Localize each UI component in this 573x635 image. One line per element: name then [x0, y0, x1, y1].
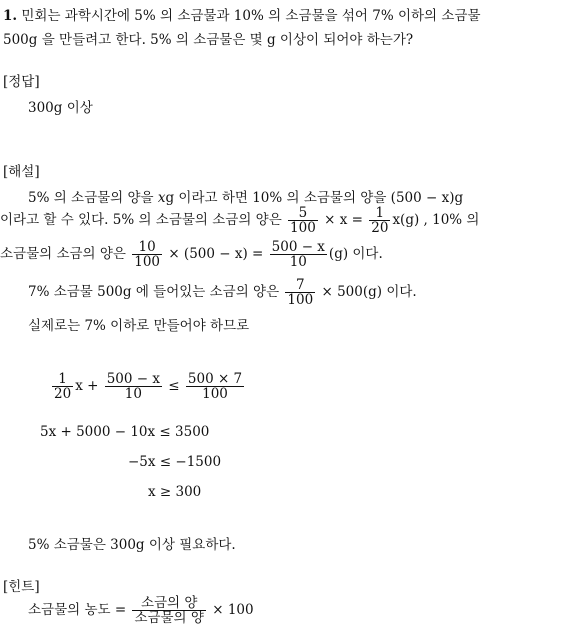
- text: × x =: [324, 212, 363, 229]
- denominator: 10: [289, 254, 307, 271]
- text: g 이라고 하면 10% 의 소금물의 양을 (500 − x)g: [165, 190, 464, 206]
- answer-text: 300g 이상: [28, 100, 93, 116]
- numerator: 5: [288, 206, 318, 221]
- denominator: 10: [124, 386, 142, 403]
- numerator: 500 × 7: [187, 371, 243, 387]
- calc-row-1: [50, 372, 246, 401]
- answer-heading: [정답]: [3, 74, 40, 90]
- denominator: 20: [371, 220, 389, 237]
- explanation-line-4: [28, 278, 417, 307]
- fraction: [132, 240, 162, 269]
- text: 7% 소금물 500g 에 들어있는 소금의 양은: [28, 284, 280, 301]
- explanation-line-3: [0, 240, 383, 269]
- denominator: 100: [202, 386, 228, 403]
- text: × (500 − x) =: [168, 246, 264, 263]
- calc-row-4: x ≥ 300: [148, 484, 202, 500]
- hint-heading: [힌트]: [3, 579, 40, 595]
- explanation-line-2: [0, 206, 479, 235]
- numerator: 10: [132, 240, 162, 255]
- explanation-line-5: 실제로는 7% 이하로 만들어야 하므로: [28, 318, 250, 334]
- problem-line-2: 500g 을 만들려고 한다. 5% 의 소금물은 몇 g 이상이 되어야 하는가?: [3, 32, 414, 48]
- explanation-heading: [해설]: [3, 164, 40, 180]
- text: (g) 이다.: [328, 246, 383, 263]
- fraction: [105, 372, 162, 401]
- calc-row-2: 5x + 5000 − 10x ≤ 3500: [40, 424, 210, 440]
- explanation-line-1: [28, 186, 463, 206]
- numerator: 1: [52, 372, 73, 387]
- problem-line-1: [3, 4, 481, 24]
- numerator: 1: [369, 206, 390, 221]
- text: x +: [75, 378, 99, 395]
- denominator: 100: [134, 254, 161, 271]
- fraction: [132, 596, 206, 625]
- calc-row-3: −5x ≤ −1500: [128, 454, 222, 470]
- text: 소금물의 소금의 양은: [0, 246, 126, 263]
- numerator: 500 − x: [271, 239, 325, 255]
- text: 5% 의 소금물의 양을: [28, 190, 154, 206]
- numerator: 소금의 양: [132, 596, 206, 611]
- fraction: [369, 206, 390, 235]
- denominator: 100: [287, 292, 314, 309]
- fraction: [270, 240, 327, 269]
- numerator: 7: [285, 278, 315, 293]
- text: × 100: [212, 602, 254, 619]
- problem-text-1: 민회는 과학시간에 5% 의 소금물과 10% 의 소금물을 섞어 7% 이하의 소금물: [21, 8, 481, 24]
- problem-number: 1.: [3, 8, 18, 24]
- text: 이라고 할 수 있다. 5% 의 소금물의 소금의 양은: [0, 212, 282, 229]
- text: x(g) , 10% 의: [392, 212, 480, 229]
- text: 소금물의 농도 =: [28, 602, 127, 619]
- conclusion-text: 5% 소금물은 300g 이상 필요하다.: [28, 537, 236, 553]
- fraction: [285, 278, 315, 307]
- fraction: [186, 372, 244, 401]
- text: × 500(g) 이다.: [321, 284, 417, 301]
- denominator: 20: [54, 386, 72, 403]
- numerator: 500 − x: [106, 371, 160, 387]
- operator: ≤: [168, 378, 180, 395]
- fraction: [52, 372, 73, 401]
- variable-x: x: [157, 190, 166, 206]
- hint-formula: [28, 596, 254, 625]
- denominator: 100: [290, 220, 316, 237]
- fraction: [288, 206, 318, 235]
- denominator: 소금물의 양: [134, 610, 204, 627]
